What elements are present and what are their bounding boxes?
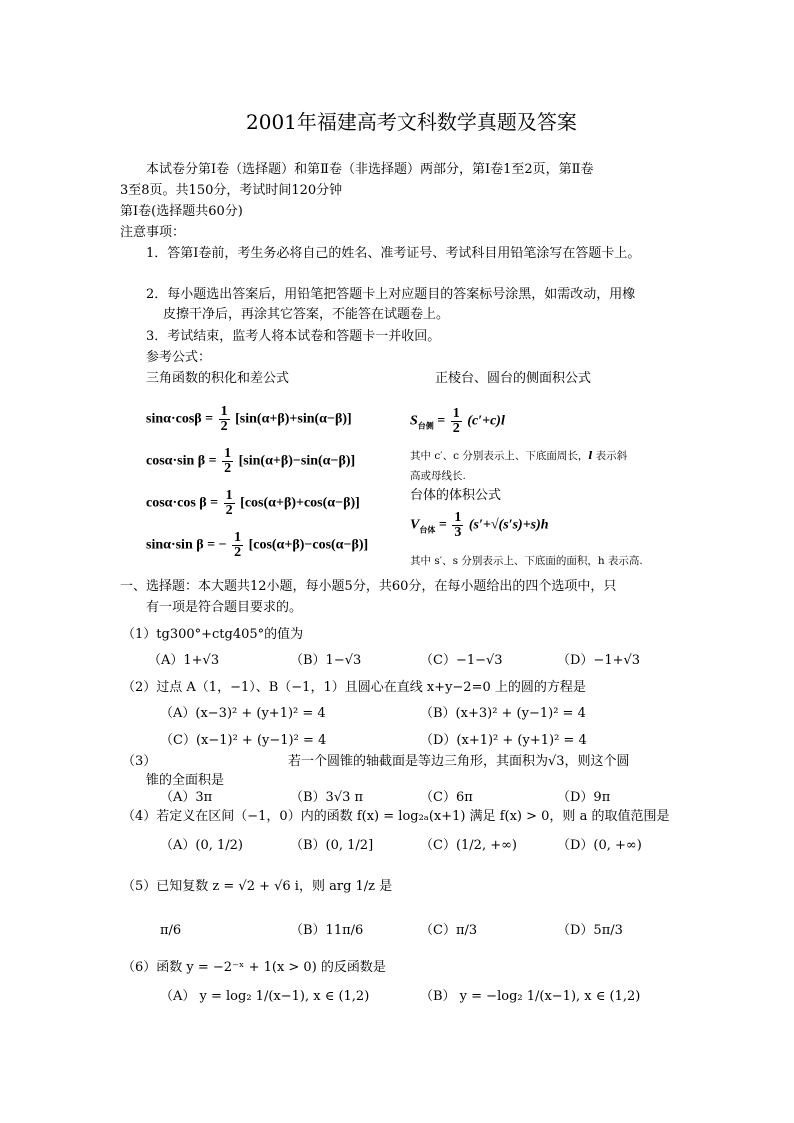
question-2-stem: （2）过点 A（1，−1）、B（−1，1）且圆心在直线 x+y−2=0 上的圆的方程是 bbox=[122, 680, 586, 695]
question-3-option-c: （C）6π bbox=[420, 790, 473, 805]
intro-line-2: 3至8页。共150分，考试时间120分钟 bbox=[120, 183, 343, 198]
question-5-option-d: （D）5π/3 bbox=[557, 923, 623, 938]
note-3: 3．考试结束，监考人将本试卷和答题卡一并收回。 bbox=[146, 329, 441, 344]
intro-line-1: 本试卷分第Ⅰ卷（选择题）和第Ⅱ卷（非选择题）两部分，第Ⅰ卷1至2页，第Ⅱ卷 bbox=[146, 162, 594, 177]
question-6-option-b: （B） y = −log₂ 1/(x−1), x ∈ (1,2) bbox=[420, 989, 641, 1004]
question-5-option-a: π/6 bbox=[160, 923, 182, 938]
frustum-area-note-1: 其中 c′、c 分别表示上、下底面周长，l 表示斜 bbox=[410, 450, 628, 462]
question-3-number: （3） bbox=[122, 754, 157, 769]
question-2-option-b: （B）(x+3)² + (y−1)² = 4 bbox=[420, 706, 586, 721]
question-1-option-d: （D）−1+√3 bbox=[557, 653, 641, 668]
fraction-half: $\frac{1}{2}$ bbox=[224, 446, 232, 476]
note-2b: 皮擦干净后，再涂其它答案，不能答在试题卷上。 bbox=[163, 307, 450, 322]
frustum-volume-formula: $V_{台体}$ = $\frac{1}{3}$ (s′+√(s′s)+s)h bbox=[410, 510, 549, 540]
question-4-option-d: （D）(0, +∞) bbox=[557, 838, 642, 853]
question-3-option-d: （D）9π bbox=[557, 790, 611, 805]
question-3-option-b: （B）3√3 π bbox=[290, 790, 364, 805]
question-6-stem: （6）函数 y = −2⁻ˣ + 1(x > 0) 的反函数是 bbox=[122, 960, 386, 975]
question-2-option-c: （C）(x−1)² + (y−1)² = 4 bbox=[160, 733, 327, 748]
question-4-option-b: （B）(0, 1/2] bbox=[290, 838, 374, 853]
notes-heading: 注意事项： bbox=[120, 225, 186, 240]
frustum-volume-note: 其中 s′、s 分别表示上、下底面的面积，h 表示高. bbox=[410, 555, 643, 567]
question-1-option-a: （A）1+√3 bbox=[148, 653, 220, 668]
question-3-option-a: （A）3π bbox=[160, 790, 213, 805]
trig-formula-heading: 三角函数的积化和差公式 bbox=[146, 371, 290, 386]
trig-formula-2: cosα·sin β = $\frac{1}{2}$ [sin(α+β)−sin(α−β)] bbox=[146, 446, 356, 476]
question-1-option-b: （B）1−√3 bbox=[290, 653, 362, 668]
note-1: 1．答第Ⅰ卷前，考生务必将自己的姓名、准考证号、考试科目用铅笔涂写在答题卡上。 bbox=[146, 246, 641, 261]
fraction-half: $\frac{1}{2}$ bbox=[234, 530, 242, 560]
fraction-half: $\frac{1}{2}$ bbox=[225, 488, 233, 518]
trig-formula-4: sinα·sin β = − $\frac{1}{2}$ [cos(α+β)−cos(α−β)] bbox=[146, 530, 369, 560]
section-heading: 第Ⅰ卷(选择题共60分) bbox=[120, 204, 243, 219]
question-5-stem: （5）已知复数 z = √2 + √6 i，则 arg 1/z 是 bbox=[122, 879, 393, 894]
question-6-option-a: （A） y = log₂ 1/(x−1), x ∈ (1,2) bbox=[160, 989, 370, 1004]
frustum-volume-heading: 台体的体积公式 bbox=[410, 488, 502, 503]
frustum-area-note-2: 高或母线长. bbox=[410, 470, 466, 482]
question-3-stem-2: 锥的全面积是 bbox=[146, 773, 225, 788]
question-1-stem: （1）tg300°+ctg405°的值为 bbox=[122, 627, 304, 642]
page-title: 2001年福建高考文科数学真题及答案 bbox=[246, 110, 577, 134]
question-4-option-a: （A）(0, 1/2) bbox=[160, 838, 243, 853]
question-3-stem: 若一个圆锥的轴截面是等边三角形，其面积为√3，则这个圆 bbox=[288, 754, 630, 769]
trig-formula-1: sinα·cosβ = $\frac{1}{2}$ [sin(α+β)+sin(α−β)] bbox=[146, 404, 352, 434]
part1-line-2: 有一项是符合题目要求的。 bbox=[146, 600, 303, 615]
question-1-option-c: （C）−1−√3 bbox=[420, 653, 503, 668]
question-4-option-c: （C）(1/2, +∞) bbox=[420, 838, 517, 853]
question-2-option-a: （A）(x−3)² + (y+1)² = 4 bbox=[160, 706, 326, 721]
frustum-area-formula: $S_{台侧}$ = $\frac{1}{2}$ (c′+c)l bbox=[410, 406, 505, 436]
question-5-option-c: （C）π/3 bbox=[420, 923, 478, 938]
question-4-stem: （4）若定义在区间（−1，0）内的函数 f(x) = log₂ₐ(x+1) 满足 f(x) > 0，则 a 的取值范围是 bbox=[122, 809, 670, 824]
fraction-half: $\frac{1}{2}$ bbox=[220, 404, 228, 434]
question-5-option-b: （B）11π/6 bbox=[290, 923, 364, 938]
question-2-option-d: （D）(x+1)² + (y+1)² = 4 bbox=[420, 733, 587, 748]
trig-formula-3: cosα·cos β = $\frac{1}{2}$ [cos(α+β)+cos(α−β)] bbox=[146, 488, 360, 518]
part1-line-1: 一、选择题：本大题共12小题，每小题5分，共60分，在每小题给出的四个选项中，只 bbox=[120, 579, 617, 594]
reference-heading: 参考公式： bbox=[146, 350, 212, 365]
note-2a: 2．每小题选出答案后，用铅笔把答题卡上对应题目的答案标号涂黑，如需改动，用橡 bbox=[146, 287, 636, 302]
frustum-formula-heading: 正棱台、圆台的侧面积公式 bbox=[435, 371, 592, 386]
